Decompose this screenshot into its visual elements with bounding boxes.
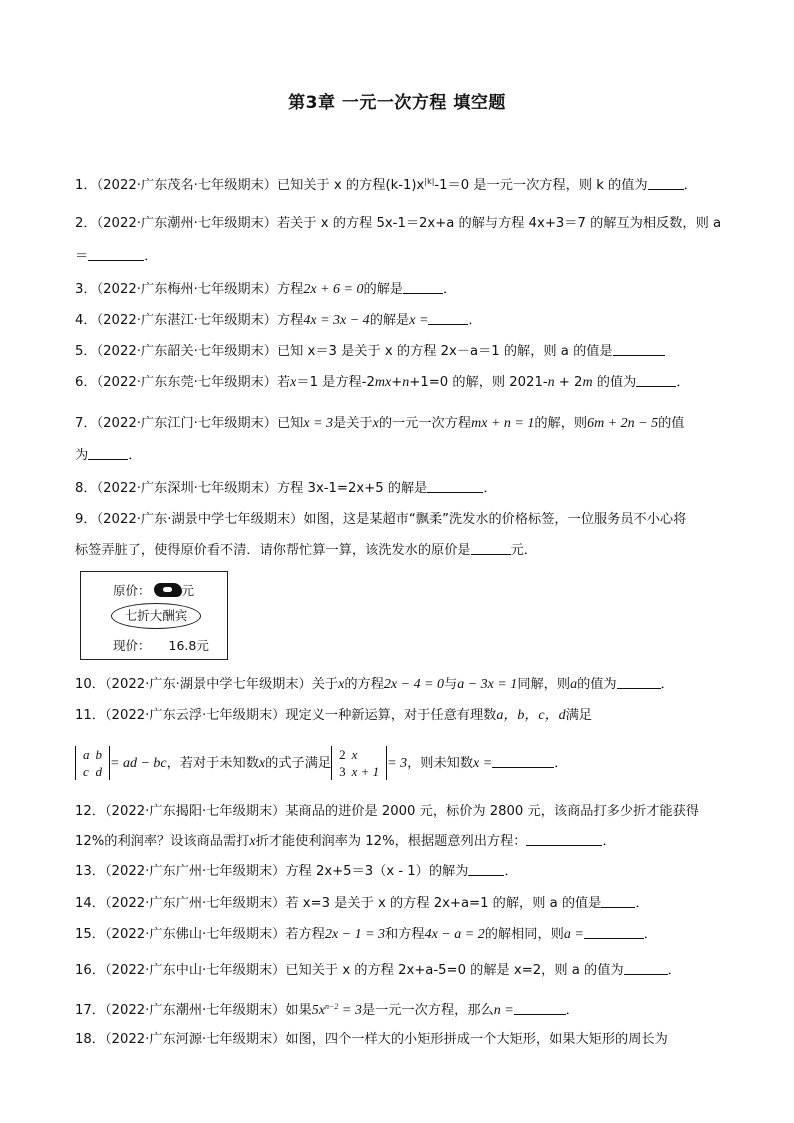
question-2-cont: ＝ ． (75, 249, 158, 264)
answer-blank[interactable] (584, 925, 644, 939)
answer-blank[interactable] (648, 176, 684, 190)
question-4: 4．（2022·广东湛江·七年级期末）方程4x = 3x − 4的解是x = ． (75, 313, 482, 328)
answer-blank[interactable] (601, 894, 635, 908)
question-9: 9．（2022·广东·湖景中学七年级期末）如图，这是某超市“飘柔”洗发水的价格标签，一位服务员不小心将 (75, 512, 687, 527)
question-5: 5．（2022·广东韶关·七年级期末）已知 x＝3 是关于 x 的方程 2x－a＝1 的解，则 a 的值是 (75, 342, 725, 362)
answer-blank[interactable] (427, 479, 483, 493)
question-3: 3．（2022·广东梅州·七年级期末）方程2x + 6 = 0的解是 ． (75, 282, 457, 297)
question-18: 18．（2022·广东河源·七年级期末）如图，四个一样大的小矩形拼成一个大矩形，如果大矩形的周长为 (75, 1032, 668, 1047)
question-6: 6．（2022·广东东莞·七年级期末）若x＝1 是方程-2mx+n+1=0 的解，则 2021-n + 2m 的值为 ． (75, 375, 690, 390)
question-10: 10．（2022·广东·湖景中学七年级期末）关于x的方程2x − 4 = 0与a − 3x = 1同解，则a的值为 ． (75, 677, 674, 692)
answer-blank[interactable] (88, 446, 128, 460)
question-8: 8．（2022·广东深圳·七年级期末）方程 3x-1=2x+5 的解是 ． (75, 481, 497, 496)
question-1: 1．（2022·广东茂名·七年级期末）已知关于 x 的方程$(k-1)x^{|k|}-1=0$ 是一元一次方程，则 k 的值为 ． (75, 177, 697, 193)
answer-blank[interactable] (492, 754, 554, 768)
answer-blank[interactable] (471, 541, 511, 555)
current-price-row: 现价： 16.8元 (113, 638, 209, 653)
answer-blank[interactable] (403, 280, 443, 294)
discount-oval: 七折大酬宾 (111, 603, 201, 629)
price-tag-figure (80, 571, 228, 660)
question-12: 12．（2022·广东揭阳·七年级期末）某商品的进价是 2000 元，标价为 2800 元，该商品打多少折才能获得 (75, 804, 699, 819)
answer-blank[interactable] (613, 342, 665, 356)
determinant-equation: 2 x 3 x + 1 (331, 746, 387, 780)
question-17: 17．（2022·广东潮州·七年级期末）如果$5x^{n-2} = 3$是一元一次方程，那么n = ． (75, 1002, 579, 1018)
question-16: 16．（2022·广东中山·七年级期末）已知关于 x 的方程 2x+a-5=0 的解是 x=2，则 a 的值为 ． (75, 963, 681, 978)
question-15: 15．（2022·广东佛山·七年级期末）若方程2x − 1 = 3和方程4x − a = 2的解相同，则a = ． (75, 927, 657, 942)
question-14: 14．（2022·广东广州·七年级期末）若 x=3 是关于 x 的方程 2x+a=1 的解，则 a 的值是 ． (75, 896, 649, 911)
question-11: 11．（2022·广东云浮·七年级期末）现定义一种新运算，对于任意有理数a，b，c，d满足 (75, 708, 592, 723)
answer-blank[interactable] (526, 832, 602, 846)
question-9-cont: 标签弄脏了，使得原价看不清．请你帮忙算一算，该洗发水的原价是 元． (75, 543, 537, 558)
determinant-definition: a b c d (75, 746, 110, 780)
question-7-cont: 为 ． (75, 448, 142, 463)
original-price-row: 原价： 元 (113, 583, 195, 598)
answer-blank[interactable] (624, 961, 668, 975)
question-11-cont: a b c d = ad − bc，若对于未知数x的式子满足 2 x 3 x + 1 = 3，则未知数x = ． (75, 744, 725, 786)
answer-blank[interactable] (88, 247, 144, 261)
answer-blank[interactable] (636, 373, 676, 387)
ink-smudge-icon (154, 583, 182, 597)
question-7: 7．（2022·广东江门·七年级期末）已知x = 3是关于x的一元一次方程mx + n = 1的解，则6m + 2n − 5的值 (75, 416, 685, 431)
question-2: 2．（2022·广东潮州·七年级期末）若关于 x 的方程 5x-1＝2x+a 的解与方程 4x+3＝7 的解互为相反数，则 a (75, 216, 722, 231)
question-12-cont: 12%的利润率？设该商品需打x折才能使利润率为 12%，根据题意列出方程： ． (75, 834, 616, 849)
answer-blank[interactable] (428, 311, 468, 325)
question-13: 13．（2022·广东广州·七年级期末）方程 2x+5＝3（x - 1）的解为 ． (75, 864, 518, 879)
answer-blank[interactable] (514, 1001, 566, 1015)
answer-blank[interactable] (468, 862, 504, 876)
page-title: 第3章 一元一次方程 填空题 (288, 93, 506, 113)
answer-blank[interactable] (617, 675, 661, 689)
